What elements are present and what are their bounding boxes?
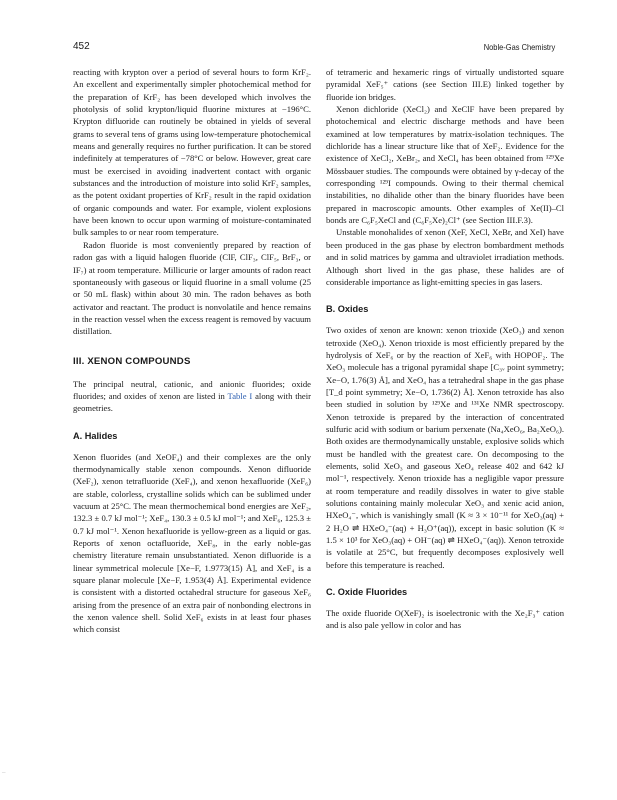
- paragraph: Two oxides of xenon are known: xenon trioxide (XeO₃) and xenon tetroxide (XeO₄). Xenon trioxide is most efficiently prepared by the hydrolysis of XeF₆ or by the reaction of XeF₆ with HOPOF₂. The XeO₃ molecule has a trigonal pyramidal shape [C₃ᵥ point symmetry; Xe−O, 1.76(3) Å], and XeO₄ has a tetrahedral shape in the gas phase [T_d point symmetry; Xe−O, 1.736(2) Å]. Xenon tetroxide has also been studied in solution by ¹²⁹Xe and ¹³¹Xe NMR spectroscopy. Xenon tetroxide is prepared by the interaction of concentrated sulfuric acid with sodium or barium perxenate (Na₄XeO₆, Ba₂XeO₆). Both oxides are thermodynamically unstable, explosive solids which must be handled with the greatest care. On decomposing to the elements, solid XeO₃ and gaseous XeO₄ release 402 and 642 kJ mol⁻¹, respectively. Xenon trioxide has a negligible vapor pressure at room temperature and readily dissolves in water to give stable solutions containing mainly molecular XeO₃ and xenic acid anion, HXeO₄⁻, which is vanishingly small (K ≈ 3 × 10⁻¹¹ for XeO₃(aq) + 2 H₂O ⇌ HXeO₄⁻(aq) + H₃O⁺(aq)), except in basic solution (K ≈ 1.5 × 10³ for XeO₃(aq) + OH⁻(aq) ⇌ HXeO₄⁻(aq)). Xenon tetroxide is volatile at 25°C, but frequently decomposes explosively well before this temperature is reached.: [326, 325, 564, 570]
- paragraph: reacting with krypton over a period of several hours to form KrF₂. An excellent and experimentally simpler photochemical method for the preparation of KrF₂ has been developed which involves the photolysis of solid krypton/liquid fluorine mixtures at −196°C. Krypton difluoride can routinely be obtained in yields of several grams to several tens of grams using low-temperature photochemical means and generally requires no further purification. It can be stored indefinitely at temperatures of −78°C or below. However, great care must be exercised in avoiding inadvertent contact with organic substances and the introduction of moisture into solid KrF₂ samples, as the potent oxidant properties of KrF₂ result in the rapid oxidation of organic compounds and water. For example, violent explosions have been known to occur upon warming of moisture-contaminated bulk samples to or near room temperature.: [73, 67, 311, 238]
- paragraph-text: along with their geometries.: [73, 390, 311, 414]
- subsection-heading: B. Oxides: [326, 304, 369, 315]
- paragraph: Unstable monohalides of xenon (XeF, XeCl, XeBr, and XeI) have been produced in the gas phase by electron bombardment methods and in solid matrices by gamma and ultraviolet irradiation methods. Although short lived in the gas phase, these halides are of considerable importance as light-emitting species in gas lasers.: [326, 227, 564, 287]
- running-head: Noble-Gas Chemistry: [483, 42, 555, 52]
- paragraph-text: The principal neutral, cationic, and anionic fluorides; oxide fluorides; and oxides of xenon are listed in: [73, 378, 311, 401]
- margin-mark: –: [2, 768, 6, 776]
- paragraph: Xenon dichloride (XeCl₂) and XeClF have been prepared by photochemical and electric discharge methods and have been examined at low temperatures by matrix-isolation techniques. The dichloride has a linear structure like that of XeF₂. Evidence for the existence of XeCl₂, XeBr₂, and XeCl₄ has been obtained from ¹²⁹Xe Mössbauer studies. The compounds were obtained by γ-decay of the corresponding ¹²⁹I compounds. Owing to their thermal chemical instabilities, no dihalide other than the binary fluorides have been prepared in macroscopic amounts. Other examples of Xe(II)–Cl bonds are C₆F₅XeCl and (C₆F₅Xe)₂Cl⁺ (see Section III.F.3).: [326, 104, 564, 226]
- paragraph: [73, 378, 311, 415]
- page-number: 452: [73, 41, 90, 52]
- section-heading: III. XENON COMPOUNDS: [73, 355, 191, 367]
- right-column: [326, 66, 564, 632]
- left-column: [73, 66, 311, 636]
- paragraph: The oxide fluoride O(XeF)₂ is isoelectronic with the Xe₂F₃⁺ cation and is also pale yellow in color and has: [326, 608, 564, 631]
- paragraph: Xenon fluorides (and XeOF₄) and their complexes are the only thermodynamically stable xenon compounds. Xenon difluoride (XeF₂), xenon tetrafluoride (XeF₄), and xenon hexafluoride (XeF₆) are stable, colorless, crystalline solids which can be sublimed under vacuum at 25°C. The mean thermochemical bond energies are XeF₂, 132.3 ± 0.7 kJ mol⁻¹; XeF₄, 130.3 ± 0.5 kJ mol⁻¹; and XeF₆, 125.3 ± 0.7 kJ mol⁻¹. Xenon hexafluoride is yellow-green as a liquid or gas. Reports of xenon octafluoride, XeF₈, in the early noble-gas chemistry literature remain unsubstantiated. Xenon difluoride is a linear symmetrical molecule [Xe−F, 1.9773(15) Å], and XeF₄ is a square planar molecule [Xe−F, 1.953(4) Å]. Experimental evidence is consistent with a distorted octahedral structure for gaseous XeF₆ arising from the presence of an extra pair of nonbonding electrons in the xenon valence shell. Solid XeF₆ exists in at least four phases which consist: [73, 451, 311, 635]
- table-link[interactable]: Table I: [227, 390, 253, 401]
- page-header: [0, 0, 617, 60]
- paragraph: of tetrameric and hexameric rings of virtually undistorted square pyramidal XeF₅⁺ cations (see Section III.E) linked together by fluoride ion bridges.: [326, 67, 564, 102]
- subsection-heading: A. Halides: [73, 430, 118, 441]
- subsection-heading: C. Oxide Fluorides: [326, 587, 408, 598]
- paragraph: Radon fluoride is most conveniently prepared by reaction of radon gas with a liquid halogen fluoride (ClF, ClF₃, ClF₅, BrF₃, or IF₇) at room temperature. Millicurie or larger amounts of radon react spontaneously with gaseous or liquid fluorine in a small volume (25 or 50 mL flask) within about 30 min. The radon behaves as both activator and reactant. The product is nonvolatile and hence remains in the reaction vessel when the excess reagent is removed by vacuum distillation.: [73, 239, 311, 337]
